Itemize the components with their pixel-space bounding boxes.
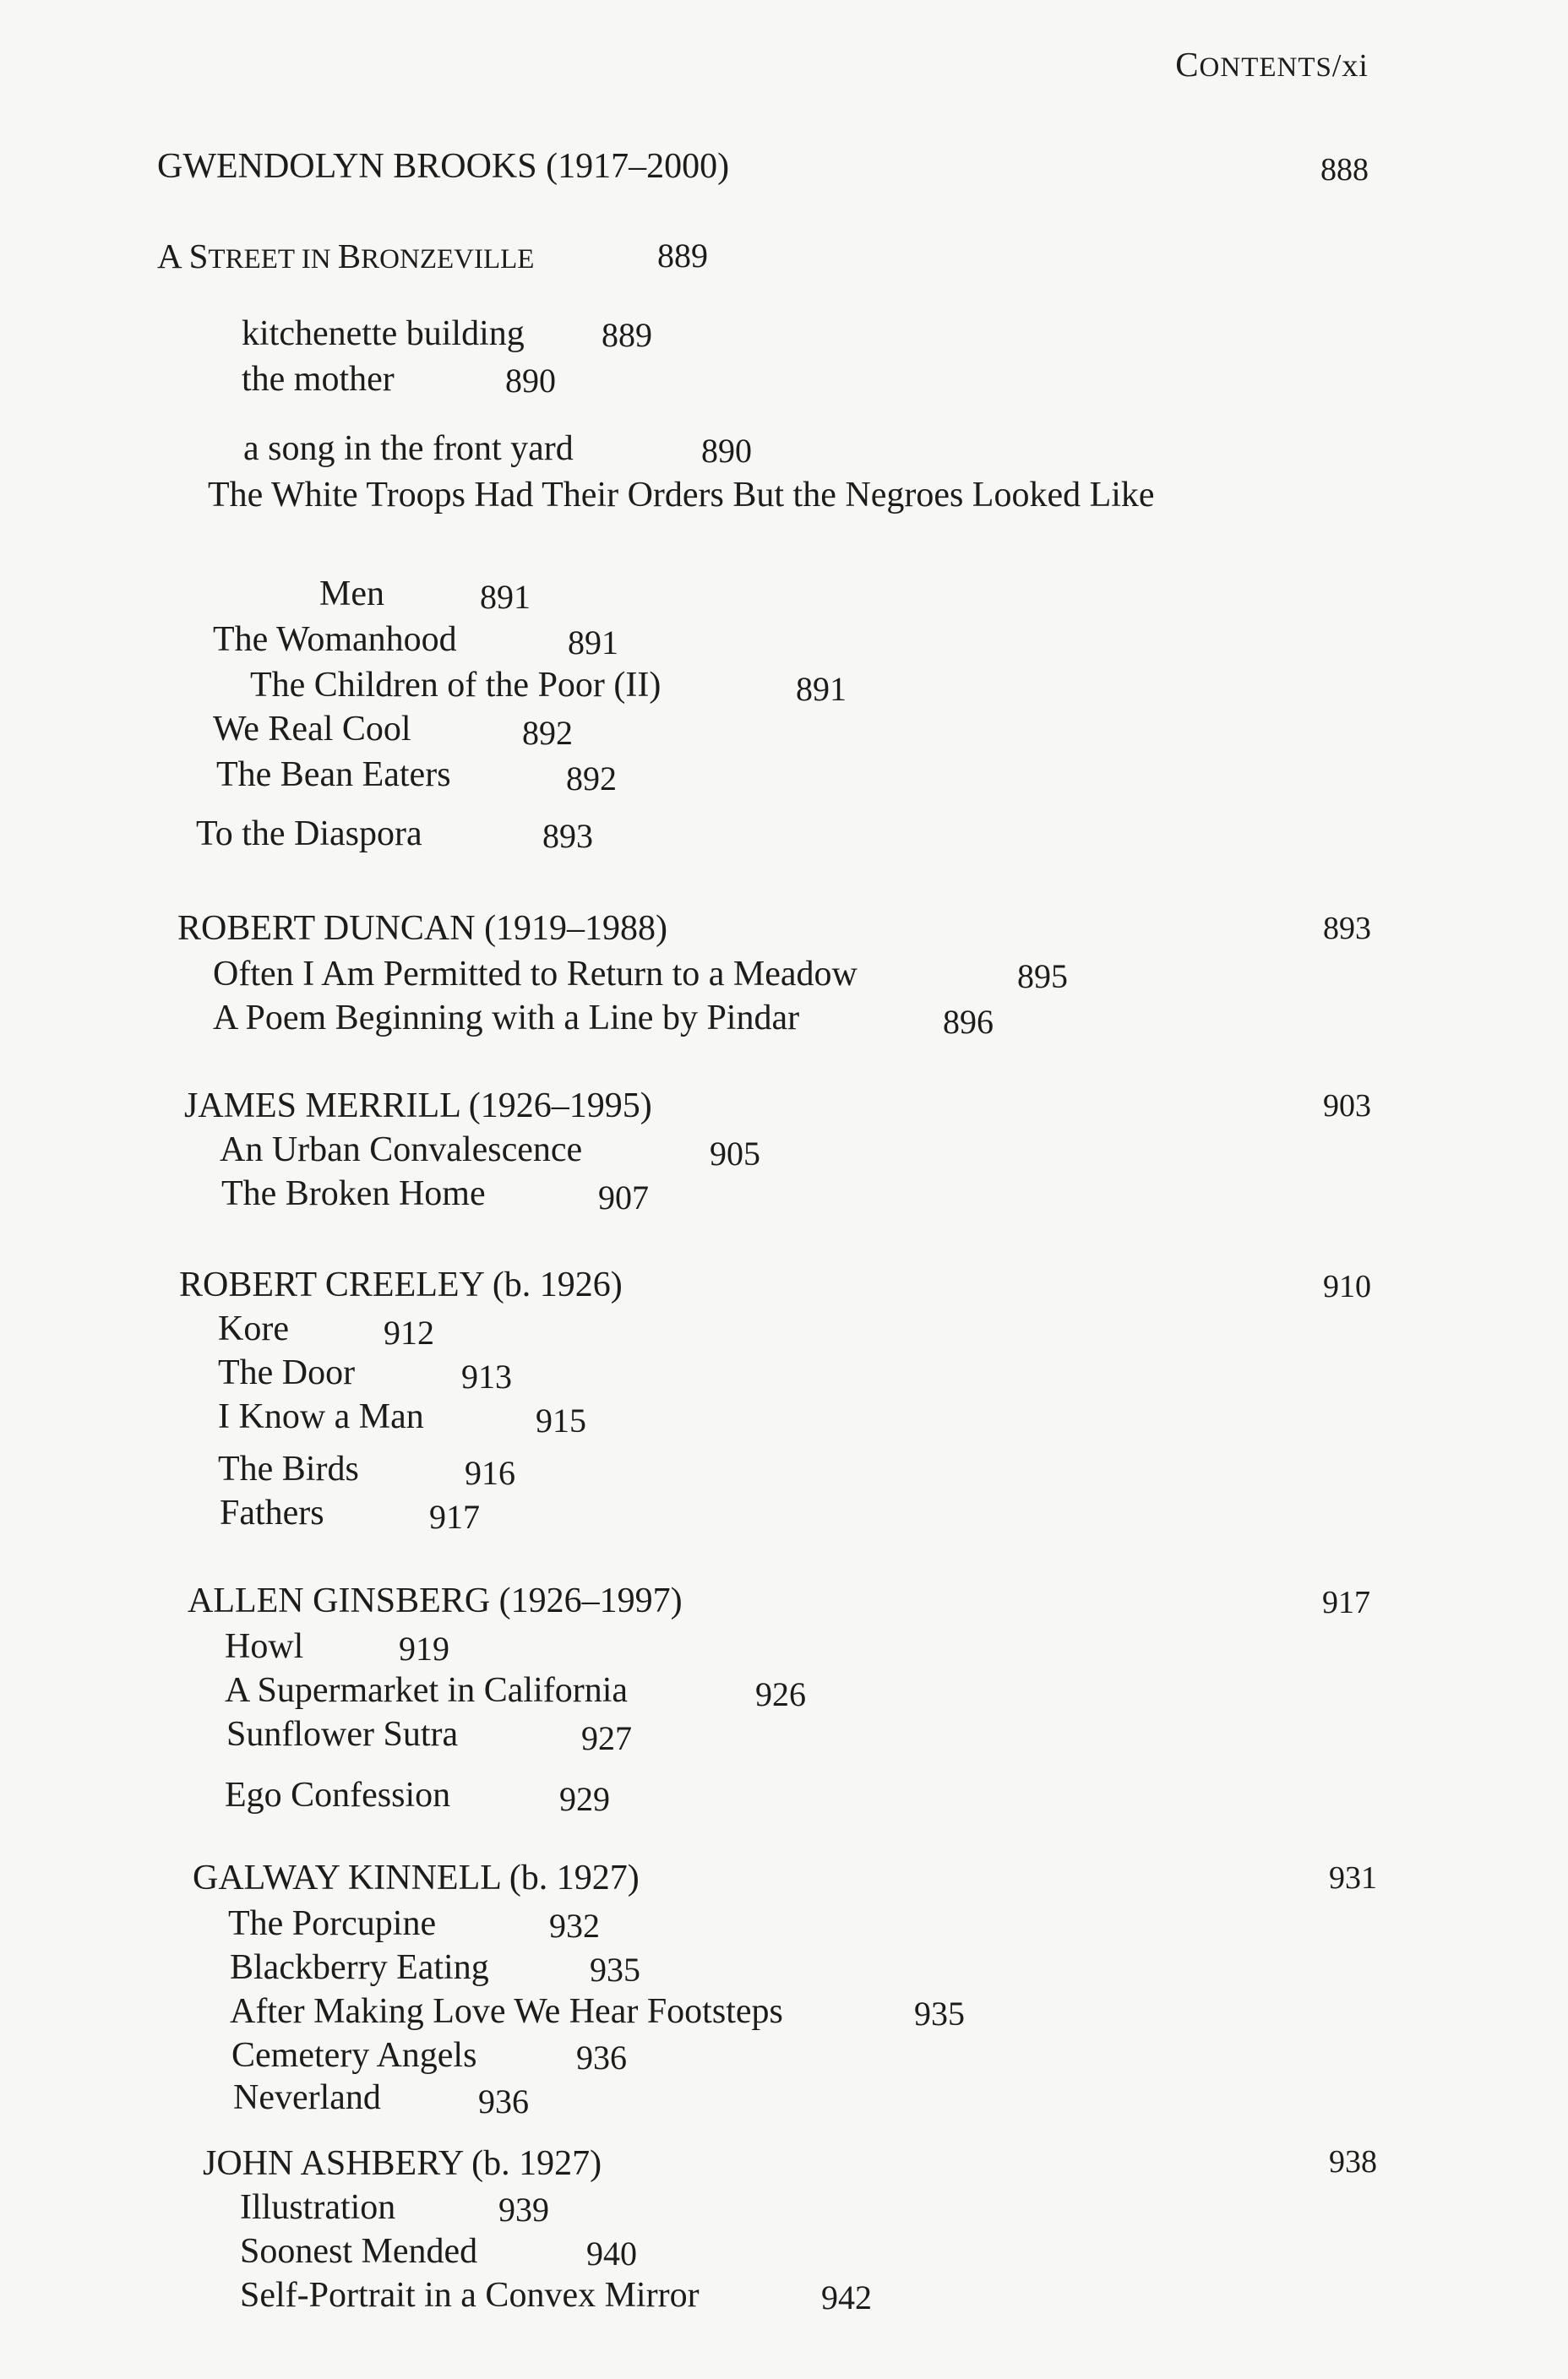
poem-page: 927 [581,1719,632,1757]
poem-title: A Supermarket in California [225,1671,629,1710]
poem-title: the mother [242,360,395,399]
poem-page: 891 [568,623,618,661]
poem-title: The Children of the Poor (II) [250,666,662,705]
running-head [1175,47,1369,82]
poem-title: Often I Am Permitted to Return to a Meadow [213,955,858,994]
page-number-label: /xi [1331,48,1369,84]
poem-page: 907 [598,1179,649,1217]
poem-page: 892 [566,759,617,798]
author-heading-ashbery: JOHN ASHBERY (b. 1927) [203,2144,602,2183]
poem-page: 919 [399,1630,449,1668]
author-page-ashbery: 938 [1329,2144,1377,2180]
poem-title: Kore [218,1309,289,1348]
poem-title: Fathers [220,1494,324,1532]
poem-page: 915 [536,1402,586,1440]
poem-title: Ego Confession [225,1776,451,1815]
poem-title: Howl [225,1627,304,1666]
poem-title: Men [319,574,384,613]
poem-page: 912 [384,1314,434,1352]
author-page-creeley: 910 [1323,1269,1371,1304]
poem-page: 939 [498,2191,549,2229]
poem-page: 913 [461,1358,512,1396]
poem-page: 935 [914,1995,965,2033]
poem-page: 896 [943,1003,994,1041]
running-head-initial: C [1175,45,1200,84]
poem-page: 936 [478,2082,529,2120]
poem-title: After Making Love We Hear Footsteps [230,1992,783,2031]
poem-title: The Porcupine [228,1904,437,1943]
section-title-part: B [337,237,362,275]
poem-page: 935 [590,1951,640,1989]
poem-title: a song in the front yard [243,429,574,468]
author-page-merrill: 903 [1323,1088,1371,1124]
poem-page: 889 [602,316,652,354]
section-title-part: TREET IN [208,244,338,275]
poem-title: Cemetery Angels [231,2036,477,2075]
poem-title: I Know a Man [218,1397,424,1436]
author-heading-kinnell: GALWAY KINNELL (b. 1927) [193,1859,640,1897]
poem-page: 893 [542,817,593,855]
poem-title: The Womanhood [213,620,457,659]
poem-page: 905 [710,1135,760,1173]
poem-title: The Bean Eaters [216,755,451,794]
poem-title: An Urban Convalescence [220,1130,583,1169]
poem-title: Blackberry Eating [230,1948,489,1987]
poem-page: 916 [465,1454,515,1492]
poem-page: 891 [796,670,847,708]
author-heading-brooks: GWENDOLYN BROOKS (1917–2000) [157,147,730,186]
author-heading-creeley: ROBERT CREELEY (b. 1926) [179,1266,623,1304]
poem-page: 890 [505,362,556,400]
poem-title: The White Troops Had Their Orders But the Negroes Looked Like [208,476,1155,514]
poem-page: 929 [559,1780,610,1818]
poem-title: A Poem Beginning with a Line by Pindar [213,999,800,1037]
poem-title: The Broken Home [221,1174,486,1213]
poem-page: 892 [522,714,573,752]
poem-page: 942 [821,2278,872,2316]
poem-page: 890 [701,432,752,470]
poem-title: Neverland [233,2078,381,2117]
author-heading-ginsberg: ALLEN GINSBERG (1926–1997) [188,1581,683,1620]
poem-page: 891 [480,578,531,616]
poem-title: Self-Portrait in a Convex Mirror [240,2276,700,2315]
poem-title: Soonest Mended [240,2232,478,2271]
poem-page: 932 [549,1907,600,1945]
author-heading-duncan: ROBERT DUNCAN (1919–1988) [177,909,668,948]
poem-page: 940 [586,2235,637,2273]
poem-title: Sunflower Sutra [226,1715,459,1754]
poem-page: 895 [1017,957,1068,995]
running-head-rest: ONTENTS [1199,52,1332,83]
poem-title: The Birds [218,1450,359,1489]
poem-title: kitchenette building [242,314,525,353]
poem-page: 936 [576,2039,627,2077]
poem-page: 926 [755,1675,806,1713]
section-title-part: RONZEVILLE [361,244,535,275]
author-page-duncan: 893 [1323,911,1371,946]
author-page-brooks: 888 [1320,152,1369,188]
section-title-street-in-bronzeville [157,239,534,274]
section-page: 889 [657,237,708,275]
author-page-kinnell: 931 [1329,1860,1377,1896]
poem-title: Illustration [240,2188,396,2227]
poem-title: To the Diaspora [196,814,422,853]
poem-page: 917 [429,1498,480,1536]
author-heading-merrill: JAMES MERRILL (1926–1995) [184,1086,652,1125]
poem-title: We Real Cool [213,710,411,749]
poem-title: The Door [218,1353,356,1392]
section-title-part: A S [157,237,209,275]
author-page-ginsberg: 917 [1322,1585,1370,1620]
